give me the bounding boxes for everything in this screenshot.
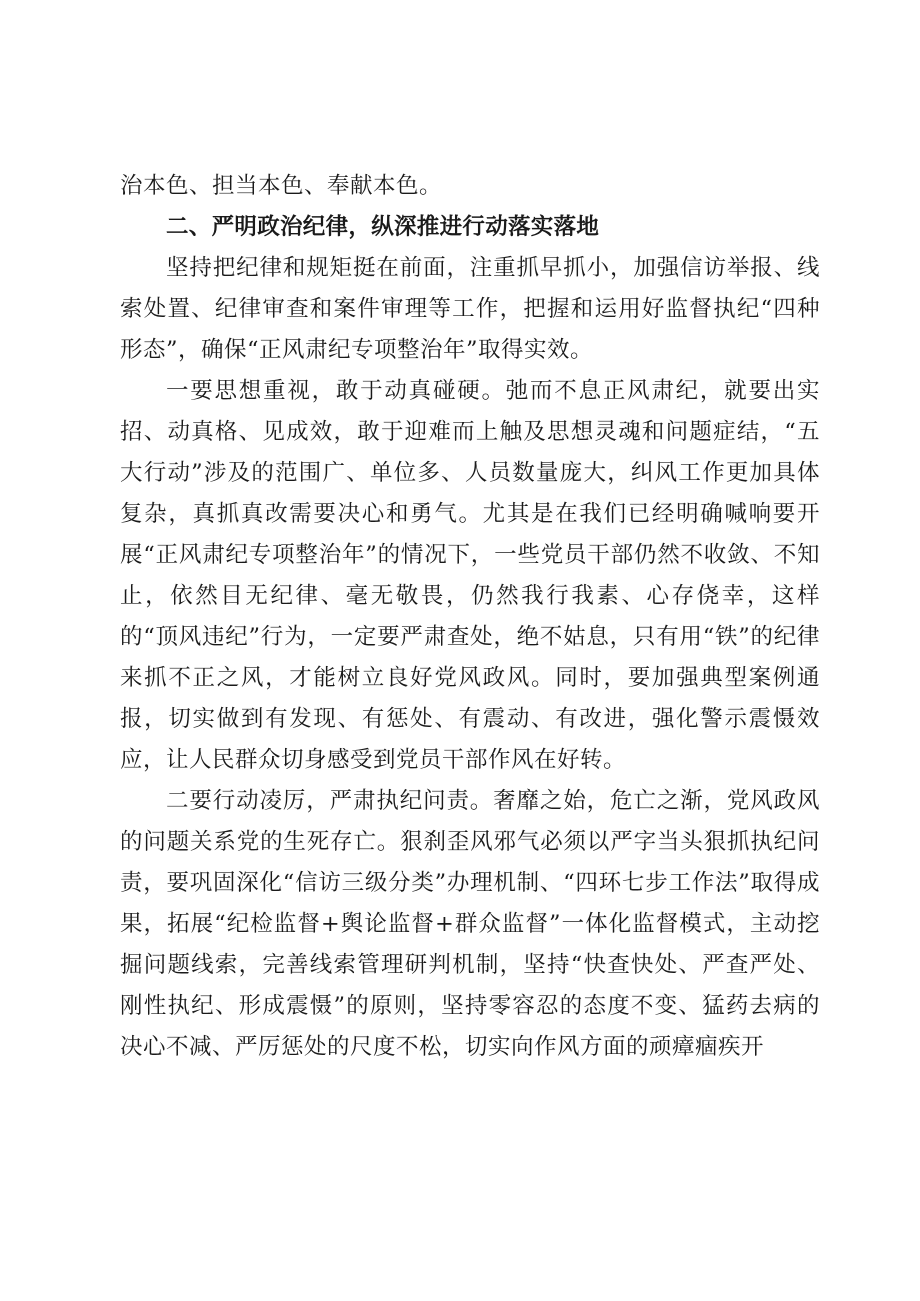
- section-heading: 二、严明政治纪律，纵深推进行动落实落地: [166, 214, 600, 240]
- lead-line: 治本色、担当本色、奉献本色。: [120, 173, 443, 199]
- paragraph-discipline-rules: 坚持把纪律和规矩挺在前面，注重抓早抓小，加强信访举报、线索处置、纪律审查和案件审理等工作，把握和运用好监督执纪“四种形态”，确保“正风肃纪专项整治年”取得实效。: [120, 255, 820, 363]
- paragraph-strict-accountability: 二要行动凌厉，严肃执纪问责。奢靡之始，危亡之渐，党风政风的问题关系党的生死存亡。狠刹歪风邪气必须以严字当头狠抓执纪问责，要巩固深化“信访三级分类”办理机制、“四环七步工作法”取得成果，拓展“纪检监督+舆论监督+群众监督”一体化监督模式，主动挖掘问题线索，完善线索管理研判机制，坚持“快查快处、严查严处、刚性执纪、形成震慑”的原则，坚持零容忍的态度不变、猛药去病的决心不减、严厉惩处的尺度不松，切实向作风方面的顽瘴痼疾开: [120, 788, 820, 1060]
- paragraph-ideological-emphasis: 一要思想重视，敢于动真碰硬。弛而不息正风肃纪，就要出实招、动真格、见成效，敢于迎难而上触及思想灵魂和问题症结，“五大行动”涉及的范围广、单位多、人员数量庞大，纠风工作更加具体复杂，真抓真改需要决心和勇气。尤其是在我们已经明确喊响要开展“正风肃纪专项整治年”的情况下，一些党员干部仍然不收敛、不知止，依然目无纪律、毫无敬畏，仍然我行我素、心存侥幸，这样的“顶风违纪”行为，一定要严肃查处，绝不姑息，只有用“铁”的纪律来抓不正之风，才能树立良好党风政风。同时，要加强典型案例通报，切实做到有发现、有惩处、有震动、有改进，强化警示震慑效应，让人民群众切身感受到党员干部作风在好转。: [120, 378, 820, 773]
- document-body: [120, 166, 820, 1068]
